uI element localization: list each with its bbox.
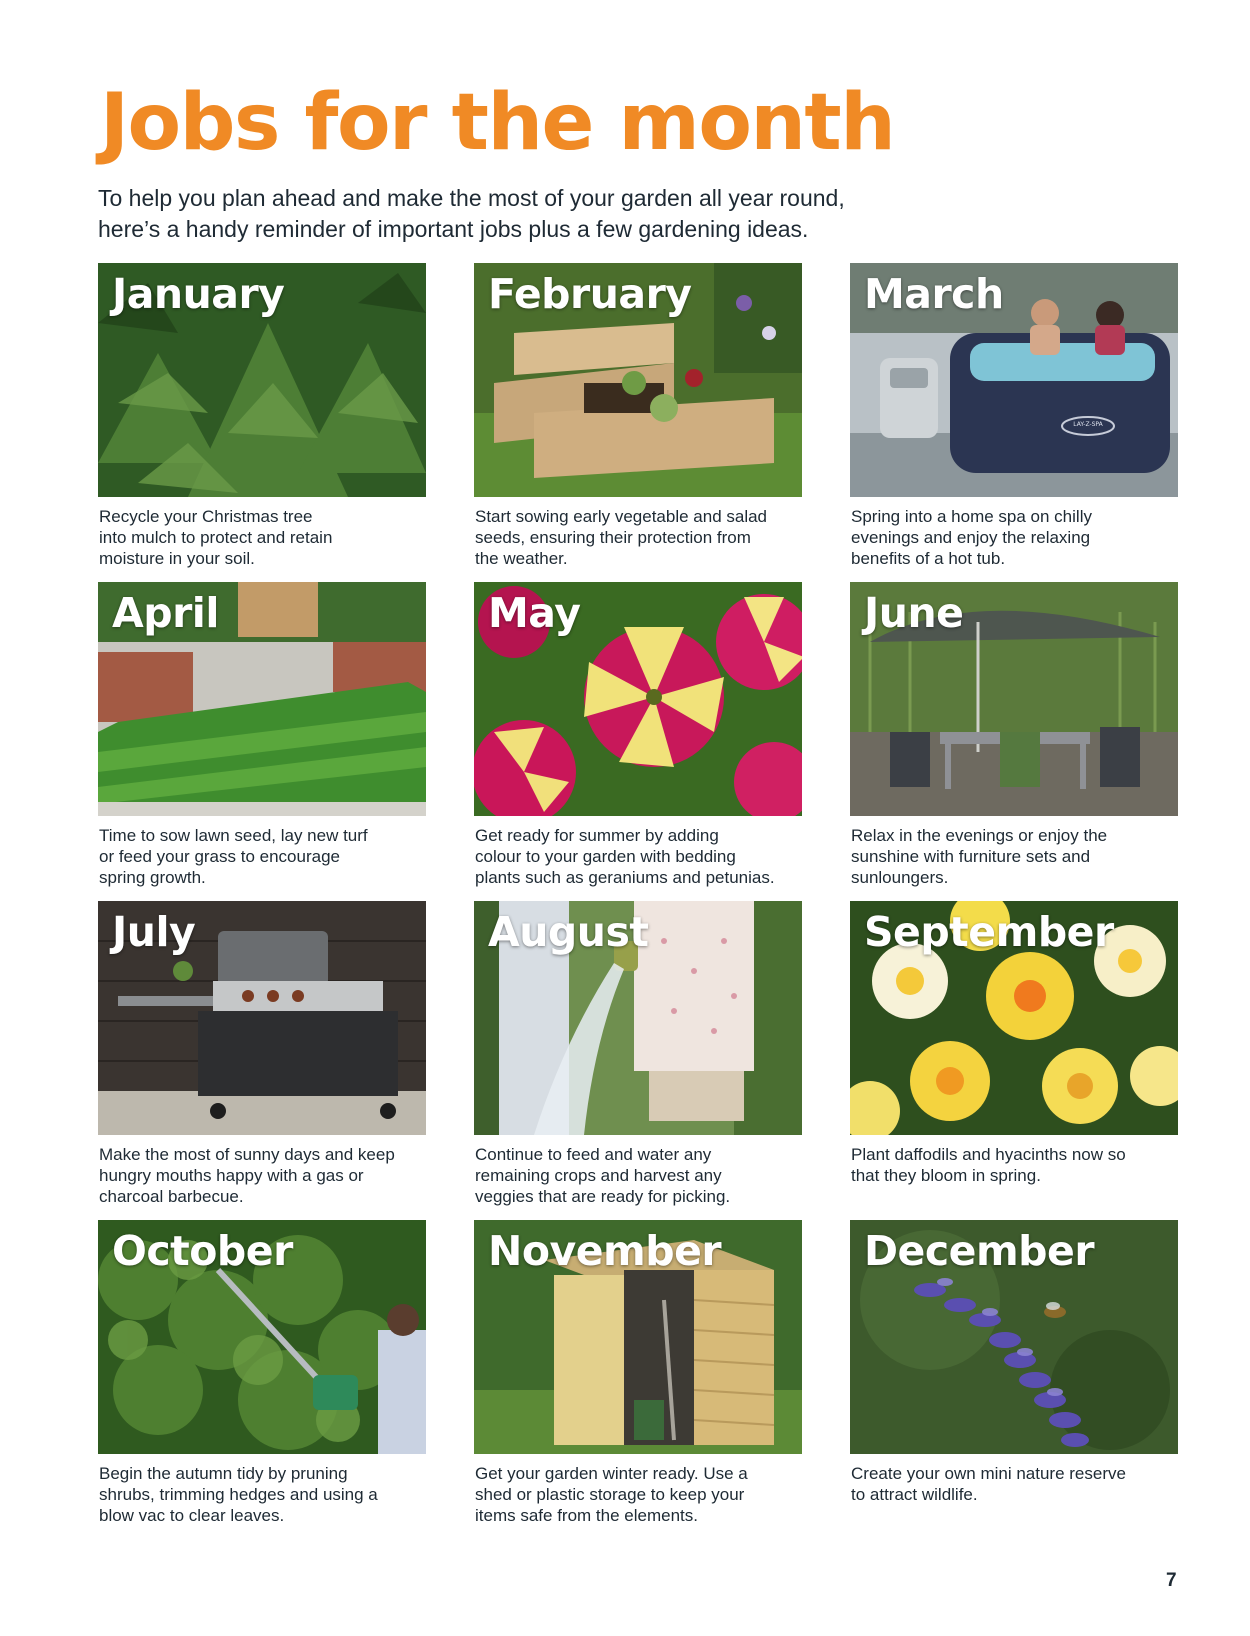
month-description <box>99 506 429 569</box>
desc-line: that they bloom in spring. <box>851 1166 1041 1185</box>
intro-line: here’s a handy reminder of important jobs plus a few gardening ideas. <box>98 216 809 242</box>
month-description <box>475 1144 805 1207</box>
photo-petunias <box>474 582 802 816</box>
month-description <box>475 825 805 888</box>
month-description <box>851 825 1181 888</box>
photo-hedge-trimming <box>98 1220 426 1454</box>
desc-line: charcoal barbecue. <box>99 1187 244 1206</box>
month-label: July <box>112 908 196 956</box>
month-card-january <box>98 263 426 569</box>
photo-daffodils <box>850 901 1178 1135</box>
photo-patio-parasol <box>850 582 1178 816</box>
desc-line: hungry mouths happy with a gas or <box>99 1166 364 1185</box>
desc-line: Get your garden winter ready. Use a <box>475 1464 748 1483</box>
month-description <box>851 1144 1181 1186</box>
desc-line: the weather. <box>475 549 568 568</box>
month-card-october <box>98 1220 426 1526</box>
month-description <box>99 825 429 888</box>
month-label: March <box>864 270 1004 318</box>
desc-line: blow vac to clear leaves. <box>99 1506 285 1525</box>
month-description <box>475 1463 805 1526</box>
month-card-june <box>850 582 1178 888</box>
desc-line: Relax in the evenings or enjoy the <box>851 826 1108 845</box>
photo-watering <box>474 901 802 1135</box>
month-label: October <box>112 1227 293 1275</box>
month-label: May <box>488 589 581 637</box>
intro-text <box>98 183 1158 245</box>
month-label: June <box>864 589 964 637</box>
month-card-november <box>474 1220 802 1526</box>
desc-line: Recycle your Christmas tree <box>99 507 313 526</box>
desc-line: Spring into a home spa on chilly <box>851 507 1092 526</box>
desc-line: items safe from the elements. <box>475 1506 698 1525</box>
desc-line: Time to sow lawn seed, lay new turf <box>99 826 368 845</box>
page-title: Jobs for the month <box>100 78 895 168</box>
month-label: August <box>488 908 649 956</box>
desc-line: colour to your garden with bedding <box>475 847 736 866</box>
month-description <box>99 1463 429 1526</box>
desc-line: Get ready for summer by adding <box>475 826 719 845</box>
desc-line: spring growth. <box>99 868 206 887</box>
desc-line: plants such as geraniums and petunias. <box>475 868 775 887</box>
desc-line: veggies that are ready for picking. <box>475 1187 731 1206</box>
desc-line: benefits of a hot tub. <box>851 549 1006 568</box>
month-card-august <box>474 901 802 1207</box>
photo-barbecue <box>98 901 426 1135</box>
desc-line: Continue to feed and water any <box>475 1145 712 1164</box>
page-number: 7 <box>1166 1570 1177 1591</box>
month-description <box>851 506 1181 569</box>
desc-line: Begin the autumn tidy by pruning <box>99 1464 348 1483</box>
desc-line: to attract wildlife. <box>851 1485 978 1504</box>
desc-line: Start sowing early vegetable and salad <box>475 507 768 526</box>
desc-line: Create your own mini nature reserve <box>851 1464 1126 1483</box>
photo-shed <box>474 1220 802 1454</box>
photo-hot-tub <box>850 263 1178 497</box>
desc-line: remaining crops and harvest any <box>475 1166 722 1185</box>
desc-line: seeds, ensuring their protection from <box>475 528 751 547</box>
hot-tub-brand-label: LAY-Z-SPA <box>1073 421 1103 428</box>
photo-pine-tree <box>98 263 426 497</box>
month-card-march <box>850 263 1178 569</box>
month-description <box>99 1144 429 1207</box>
month-description <box>851 1463 1181 1505</box>
photo-lawn <box>98 582 426 816</box>
month-label: November <box>488 1227 722 1275</box>
intro-line: To help you plan ahead and make the most of your garden all year round, <box>98 185 845 211</box>
desc-line: sunloungers. <box>851 868 949 887</box>
desc-line: shrubs, trimming hedges and using a <box>99 1485 378 1504</box>
photo-raised-planters <box>474 263 802 497</box>
month-label: April <box>112 589 219 637</box>
desc-line: Plant daffodils and hyacinths now so <box>851 1145 1126 1164</box>
month-card-february <box>474 263 802 569</box>
month-card-september <box>850 901 1178 1186</box>
month-label: January <box>112 270 285 318</box>
month-label: September <box>864 908 1114 956</box>
month-card-july <box>98 901 426 1207</box>
month-card-may <box>474 582 802 888</box>
month-description <box>475 506 805 569</box>
desc-line: Make the most of sunny days and keep <box>99 1145 395 1164</box>
month-card-april <box>98 582 426 888</box>
month-label: February <box>488 270 692 318</box>
desc-line: evenings and enjoy the relaxing <box>851 528 1091 547</box>
photo-bee-flower <box>850 1220 1178 1454</box>
desc-line: sunshine with furniture sets and <box>851 847 1091 866</box>
month-card-december <box>850 1220 1178 1505</box>
desc-line: moisture in your soil. <box>99 549 255 568</box>
desc-line: or feed your grass to encourage <box>99 847 340 866</box>
desc-line: into mulch to protect and retain <box>99 528 333 547</box>
desc-line: shed or plastic storage to keep your <box>475 1485 745 1504</box>
month-label: December <box>864 1227 1095 1275</box>
